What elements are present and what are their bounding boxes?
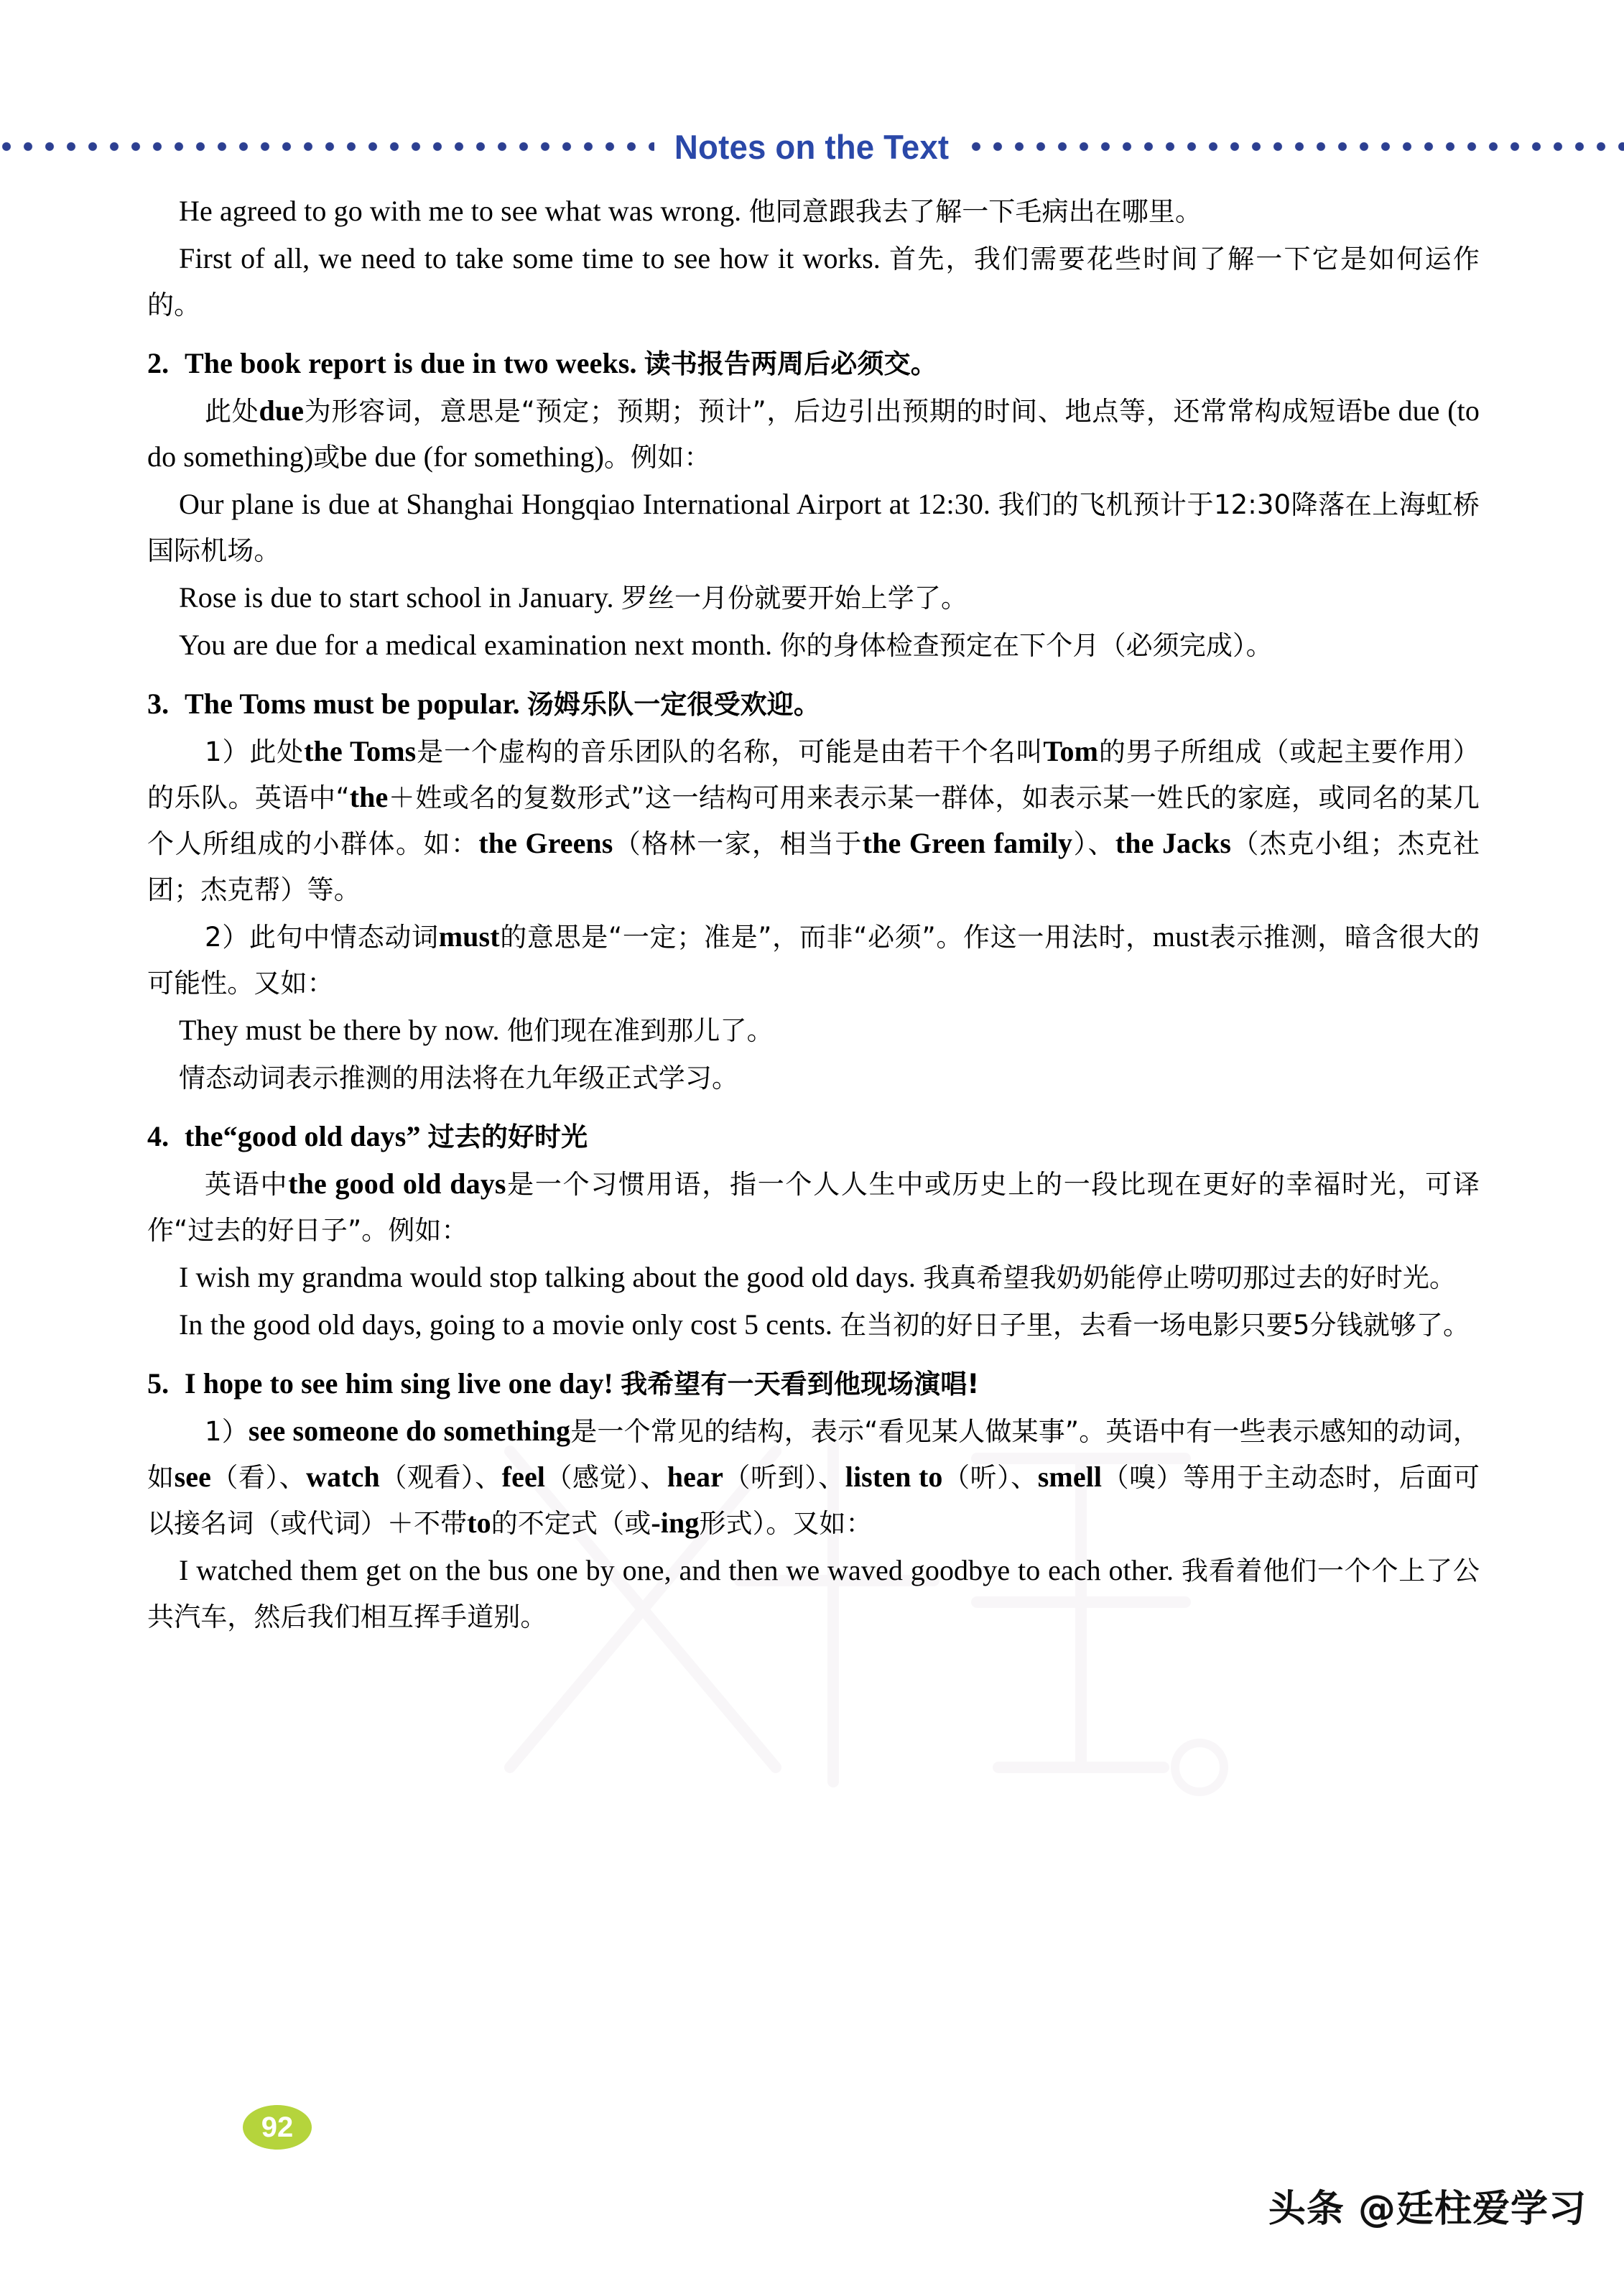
section-number: 4. [147,1120,170,1152]
note-en-term: the Greens [478,827,613,859]
note-zh: （格林一家，相当于 [613,828,863,859]
note-zh: ＋姓或名的复数形式”这一结构可用来表示某一群体，如表示某一姓氏的家庭，或同名的某几个人所组成的小群体。如： [147,782,1480,859]
example-zh: 我真希望我奶奶能停止唠叨那过去的好时光。 [923,1262,1457,1293]
section-header [0,124,1624,170]
section-title-en: The book report is due in two weeks. [185,347,637,379]
note-line [147,1007,1480,1053]
note-zh: 表示推测，暗含很大的可能性。又如： [147,922,1480,999]
note-en-term: the Green family [862,827,1073,859]
footer-credit: 头条 @廷柱爱学习 [1268,2188,1587,2231]
note-zh: 的不定式（或 [491,1508,651,1539]
note-en-term: see [174,1461,211,1493]
section-title-zh: 过去的好时光 [427,1121,588,1152]
note-en-term: to [467,1507,491,1539]
note-zh: 2）此句中情态动词 [205,922,439,953]
note-line [147,481,1480,573]
note-zh: （听）、 [942,1462,1038,1493]
note-en-term: due [259,394,305,427]
section-title-en: the [185,1120,223,1152]
note-line [147,1254,1480,1300]
section-number: 3. [147,688,170,720]
note-zh: （感觉）、 [545,1462,667,1493]
example-en: You are due for a medical examination next month. [179,629,773,661]
note-zh: 的意思是“一定；准是”，而非“必须”。作这一用法时， [499,922,1153,953]
note-zh: 为形容词，意思是“预定；预期；预计”，后边引出预期的时间、地点等，还常常构成短语 [304,396,1363,427]
section-heading-4 [147,1114,1480,1160]
section-number: 2. [147,347,170,379]
note-line [147,575,1480,621]
note-zh: （杰克小组；杰克社团；杰克帮）等。 [147,828,1480,905]
example-en: In the good old days, going to a movie only cost 5 cents. [179,1308,833,1341]
note-zh: ）、 [1072,828,1115,859]
note-line [147,236,1480,328]
note-en-term: -ing [651,1507,700,1539]
example-zh: 他们现在准到那儿了。 [506,1015,774,1046]
note-zh: 是一个常见的结构，表示“看见某人做某事”。英语中有一些表示感知的动词，如 [147,1416,1480,1493]
note-en-term: watch [306,1461,380,1493]
note-zh: 英语中 [205,1169,289,1200]
note-line [147,1055,1480,1101]
note-line [147,1548,1480,1639]
note-line [147,914,1480,1006]
note-en-phrase: be due (to do something) [147,394,1480,473]
note-en-term: listen to [845,1461,943,1493]
section-heading-5 [147,1361,1480,1407]
example-zh: 我们的飞机预计于12:30降落在上海虹桥国际机场。 [147,489,1480,566]
note-line [147,729,1480,912]
example-en: Our plane is due at Shanghai Hongqiao International Airport at 12:30. [179,488,991,520]
page-number-badge: 92 [243,2105,312,2150]
section-title-zh-period: 。 [793,689,820,720]
section-title-zh: 我希望有一天看到他现场演唱! [621,1369,980,1400]
note-en-term: must [1152,920,1210,953]
note-en-term: smell [1037,1461,1103,1493]
section-title-en: I hope to see him sing live one day! [185,1367,613,1400]
section-number: 5. [147,1367,170,1400]
note-zh: （听到）、 [723,1462,845,1493]
section-title-en: The Toms must be popular. [185,688,520,720]
note-en-term: hear [667,1461,723,1493]
example-zh: 罗丝一月份就要开始上学了。 [621,583,968,614]
header-dots-left [0,140,654,153]
note-en-term: Tom [1043,735,1099,767]
note-line [147,1302,1480,1348]
example-zh: 你的身体检查预定在下个月（必须完成）。 [779,630,1273,661]
note-zh: （嗅）等用于主动态时，后面可以接名词（或代词）＋不带 [147,1462,1480,1539]
note-zh: 或 [313,442,340,473]
example-en: He agreed to go with me to see what was wrong. [179,195,742,227]
note-zh: 1）此处 [205,736,305,767]
section-heading-2 [147,341,1480,387]
note-en-term: feel [501,1461,546,1493]
note-line [147,1161,1480,1253]
note-en-term: the Toms [304,735,417,767]
header-dots-right [970,140,1624,153]
note-en-term: see someone do something [248,1415,571,1447]
note-zh: 的男子所组成（或起主要作用）的乐队。英语中“ [147,736,1480,813]
notes-content [147,188,1480,1641]
note-line [147,188,1480,234]
note-zh: 情态动词表示推测的用法将在九年级正式学习。 [179,1063,739,1093]
section-title-quoted: “good old days” [223,1120,421,1152]
note-zh: 是一个虚构的音乐团队的名称，可能是由若干个名叫 [416,736,1044,767]
note-line [147,622,1480,668]
note-zh: 。例如： [604,442,711,473]
example-en: Rose is due to start school in January. [179,581,614,614]
note-zh: 1） [205,1416,249,1447]
note-line [147,1408,1480,1546]
note-en-phrase: be due (for something) [340,440,605,473]
page-title: Notes on the Text [674,127,950,166]
note-zh: 此处 [205,396,259,427]
note-zh: 是一个习惯用语，指一个人人生中或历史上的一段比现在更好的幸福时光，可译作“过去的好日子”。例如： [147,1169,1480,1246]
note-line [147,388,1480,480]
example-en: They must be there by now. [179,1014,500,1046]
example-en: I watched them get on the bus one by one, and then we waved goodbye to each other. [179,1554,1174,1586]
note-en-term: must [438,920,500,953]
example-en: I wish my grandma would stop talking about the good old days. [179,1261,916,1293]
section-heading-3 [147,681,1480,727]
section-title-zh-period: 。 [910,348,937,379]
note-en-term: the Jacks [1115,827,1232,859]
example-zh: 我看着他们一个个上了公共汽车，然后我们相互挥手道别。 [147,1555,1480,1632]
note-en-term: the [349,781,389,813]
example-zh: 在当初的好日子里，去看一场电影只要5分钱就够了。 [840,1310,1470,1341]
section-title-zh: 汤姆乐队一定很受欢迎 [526,689,794,720]
note-en-term: the good old days [288,1167,506,1200]
note-zh: （看）、 [210,1462,307,1493]
example-zh: 他同意跟我去了解一下毛病出在哪里。 [748,196,1202,227]
example-zh: 首先，我们需要花些时间了解一下它是如何运作的。 [147,244,1480,320]
example-en: First of all, we need to take some time to see how it works. [179,242,881,274]
note-zh: 形式）。又如： [699,1508,873,1539]
note-zh: （观看）、 [379,1462,502,1493]
section-title-zh: 读书报告两周后必须交 [644,348,911,379]
